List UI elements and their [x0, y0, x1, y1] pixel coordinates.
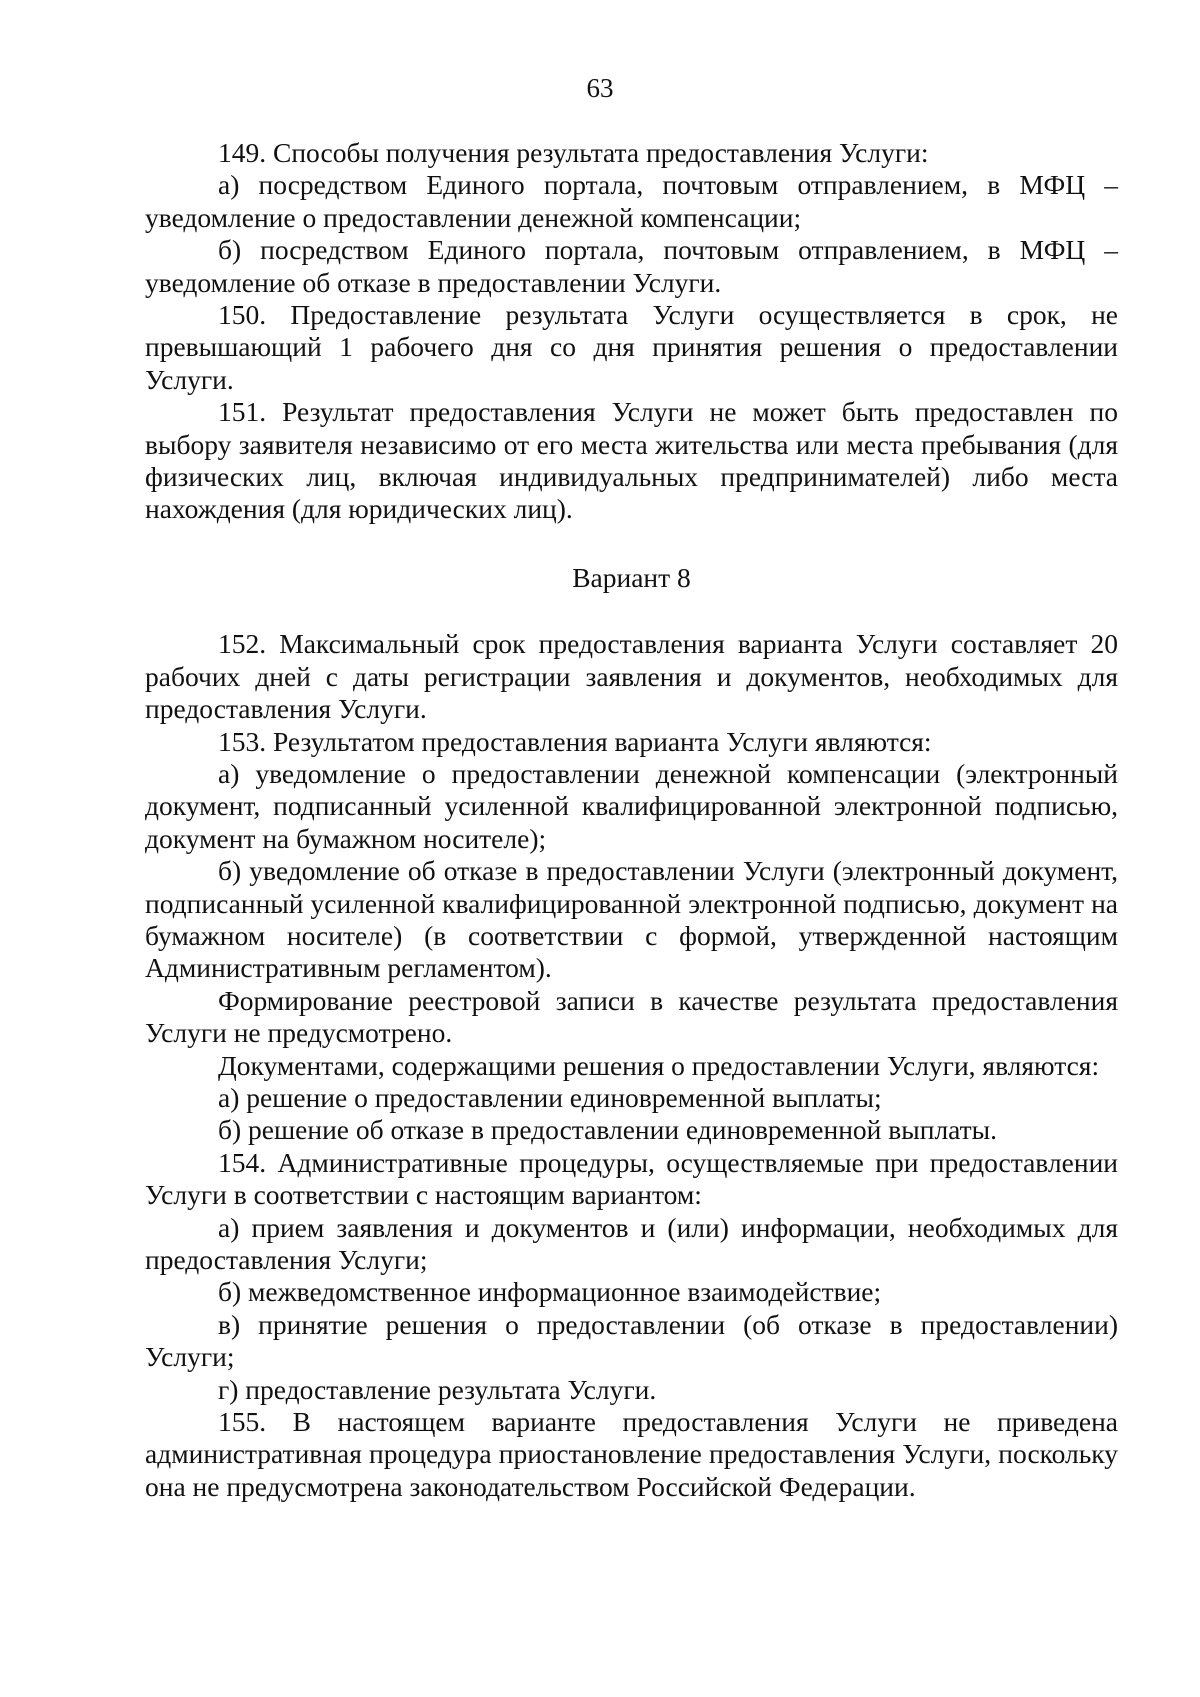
- paragraph-149-b: б) посредством Единого портала, почтовым отправлением, в МФЦ – уведомление об отказе в предоставлении Услуги.: [145, 234, 1118, 298]
- section-heading-variant-8: Вариант 8: [572, 561, 691, 593]
- page-number: 63: [586, 73, 614, 103]
- paragraph-decision-a: а) решение о предоставлении единовременной выплаты;: [218, 1081, 882, 1113]
- paragraph-149-a: а) посредством Единого портала, почтовым отправлением, в МФЦ – уведомление о предоставлении денежной компенсации;: [145, 169, 1118, 233]
- paragraph-154-v: в) принятие решения о предоставлении (об отказе в предоставлении) Услуги;: [145, 1308, 1118, 1373]
- paragraph-153: 153. Результатом предоставления варианта Услуги являются:: [218, 725, 932, 757]
- paragraph-151: 151. Результат предоставления Услуги не может быть предоставлен по выбору заявителя независимо от его места жительства или места пребывания (для физических лиц, включая индивидуальных предпринимателей) либо места нахождения (для юридических лиц).: [145, 396, 1118, 525]
- paragraph-154-b: б) межведомственное информационное взаимодействие;: [218, 1276, 882, 1308]
- document-body: [145, 137, 1118, 1503]
- paragraph-155: 155. В настоящем варианте предоставления Услуги не приведена административная процедура приостановление предоставления Услуги, поскольку она не предусмотрена законодательством Российской Федерации.: [145, 1406, 1118, 1502]
- paragraph-decision-documents: Документами, содержащими решения о предоставлении Услуги, являются:: [218, 1049, 1100, 1081]
- paragraph-153-a: а) уведомление о предоставлении денежной компенсации (электронный документ, подписанный усиленной квалифицированной электронной подписью, документ на бумажном носителе);: [145, 757, 1118, 854]
- paragraph-registry-record: Формирование реестровой записи в качестве результата предоставления Услуги не предусмотрено.: [145, 984, 1118, 1049]
- paragraph-154-a: а) прием заявления и документов и (или) информации, необходимых для предоставления Услуги;: [145, 1211, 1118, 1275]
- paragraph-149: 149. Способы получения результата предоставления Услуги:: [218, 137, 929, 168]
- paragraph-154: 154. Административные процедуры, осуществляемые при предоставлении Услуги в соответствии с настоящим вариантом:: [145, 1146, 1118, 1211]
- paragraph-154-g: г) предоставление результата Услуги.: [218, 1373, 657, 1405]
- paragraph-decision-b: б) решение об отказе в предоставлении единовременной выплаты.: [218, 1114, 998, 1146]
- paragraph-153-b: б) уведомление об отказе в предоставлении Услуги (электронный документ, подписанный усиленной квалифицированной электронной подписью, документ на бумажном носителе) (в соответствии с формой, утвержденной настоящим Административным регламентом).: [145, 855, 1118, 984]
- paragraph-150: 150. Предоставление результата Услуги осуществляется в срок, не превышающий 1 рабочего дня со дня принятия решения о предоставлении Услуги.: [145, 299, 1118, 395]
- paragraph-152: 152. Максимальный срок предоставления варианта Услуги составляет 20 рабочих дней с даты регистрации заявления и документов, необходимых для предоставления Услуги.: [145, 628, 1118, 725]
